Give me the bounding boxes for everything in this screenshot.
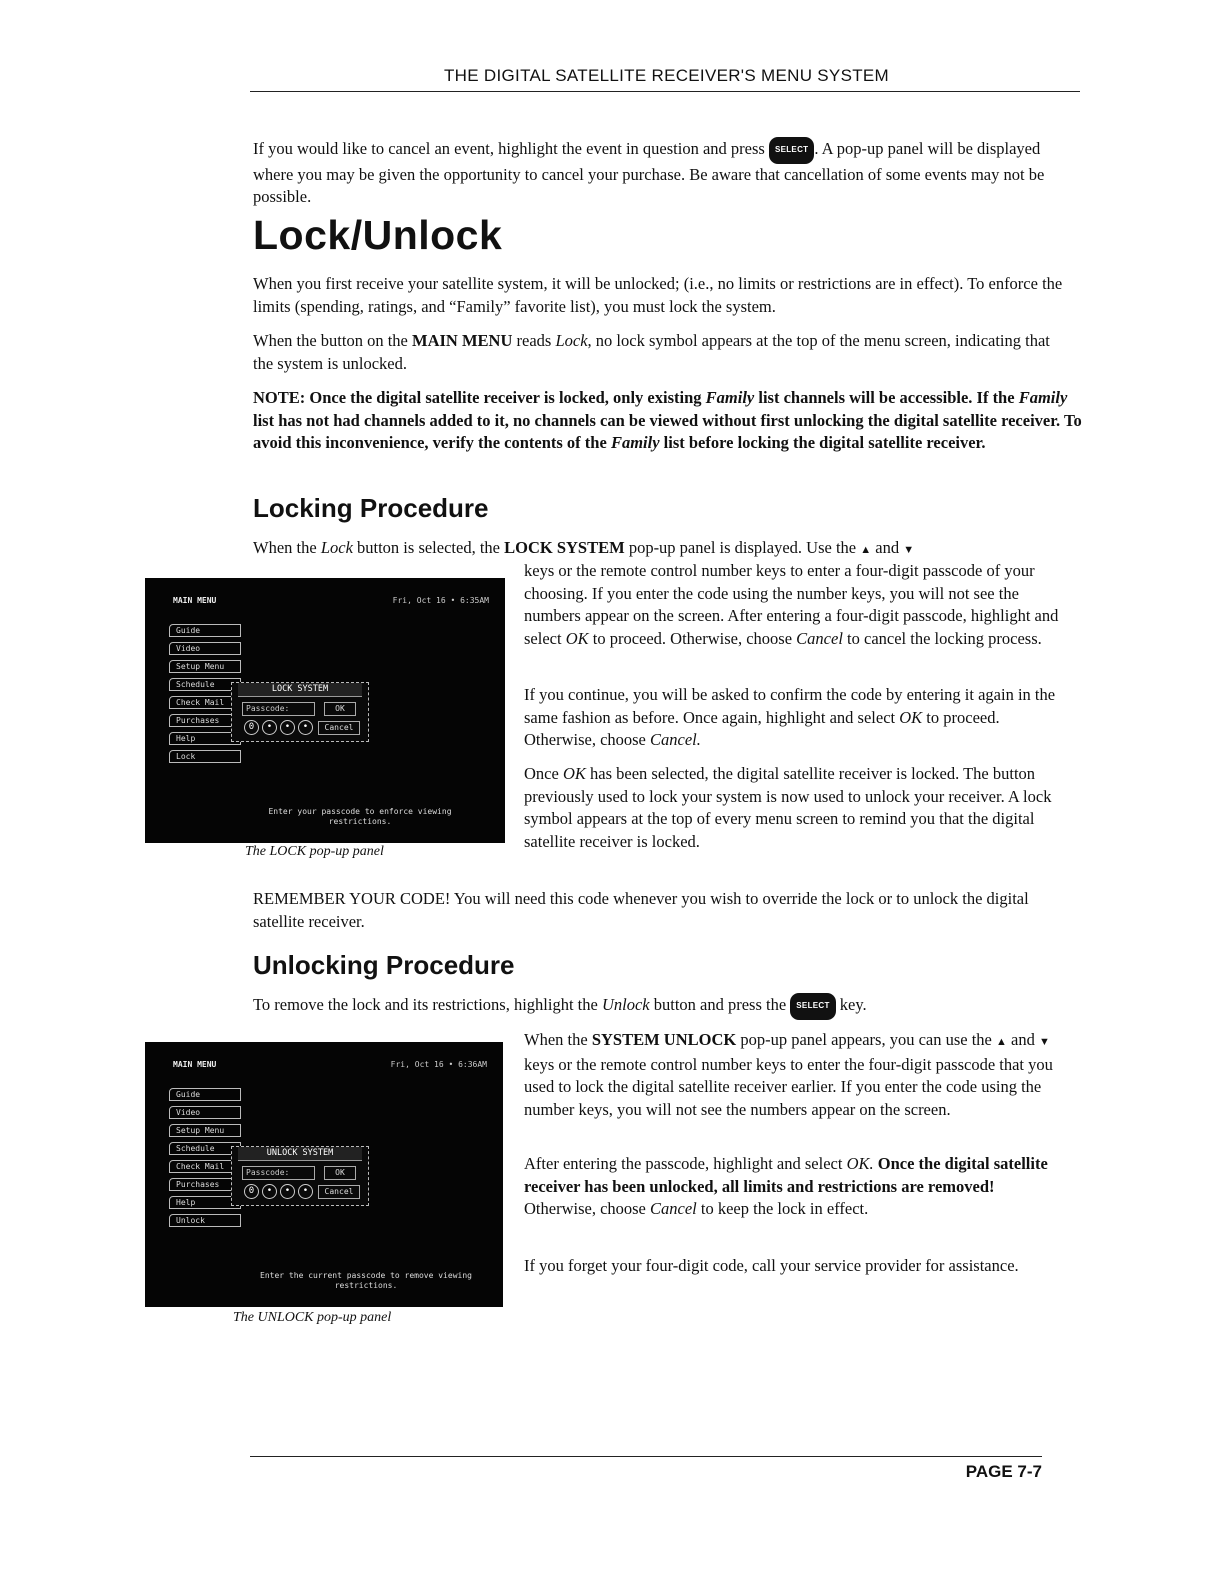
p2-text-a: When the button on the: [253, 331, 408, 350]
p2-text-b: reads: [516, 331, 552, 350]
up-arrow-icon: ▲: [996, 1036, 1007, 1048]
ok-term: OK: [899, 707, 923, 727]
passcode-digit: •: [280, 720, 295, 735]
page-header: THE DIGITAL SATELLITE RECEIVER'S MENU SYSTEM: [444, 66, 889, 85]
menu-button-check-mail: Check Mail: [169, 1160, 241, 1173]
menu-button-guide: Guide: [169, 624, 241, 637]
lock-unlock-paragraph-1: When you first receive your satellite system, it will be unlocked; (i.e., no limits or restrictions are in effect). To enforce the limits (spending, ratings, and “Family” favorite list), you must lock the system.: [253, 274, 1063, 316]
p2-text-c: , no lock symbol appears at the top of the menu screen, indicating that the system is unlocked.: [253, 331, 1050, 373]
menu-button-guide: Guide: [169, 1088, 241, 1101]
locking-lead: [253, 537, 1073, 562]
screen-date: Fri, Oct 16 • 6:35AM: [392, 596, 489, 605]
p1-text-a: When the: [524, 1030, 588, 1049]
screen-message: Enter your passcode to enforce viewing restrictions.: [268, 807, 452, 826]
menu-button-check-mail: Check Mail: [169, 696, 241, 709]
unlock-caption: The UNLOCK pop-up panel: [233, 1310, 392, 1325]
passcode-digit: 0: [244, 720, 259, 735]
menu-button-video: Video: [169, 642, 241, 655]
p1-text-b: to proceed. Otherwise, choose: [592, 628, 793, 648]
popup-title: UNLOCK SYSTEM: [238, 1147, 362, 1161]
locking-paragraph-2: [524, 684, 1069, 752]
select-key-icon: SELECT: [790, 993, 835, 1020]
unlock-term: Unlock: [601, 995, 650, 1014]
lock-system-popup: [231, 682, 369, 742]
main-menu-term: MAIN MENU: [412, 331, 513, 350]
lock-screen-image: [145, 578, 505, 843]
screen-message: Enter the current passcode to remove viewing restrictions.: [260, 1271, 472, 1290]
unlocking-paragraph-1: [524, 1029, 1074, 1121]
family-term: Family: [705, 388, 755, 407]
page-number: PAGE 7-7: [965, 1462, 1042, 1481]
lock-system-term: LOCK SYSTEM: [504, 538, 625, 557]
passcode-digit: 0: [244, 1184, 259, 1199]
p1-text-c: keys or the remote control number keys to enter the four-digit passcode that you used to lock the digital satellite receiver earlier. If you enter the code using the number keys, you will not see the numbers appear on the screen.: [524, 1054, 1053, 1119]
family-term: Family: [1018, 388, 1068, 407]
down-arrow-icon: ▼: [1038, 1036, 1050, 1048]
menu-button-setup: Setup Menu: [169, 1124, 241, 1137]
note-text-c: list has not had channels added to it, no channels can be viewed without first unlocking the digital satellite receiver. To avoid this inconvenience, verify the contents of the: [253, 410, 1082, 452]
passcode-digit: •: [280, 1184, 295, 1199]
menu-button-schedule: Schedule: [169, 1142, 241, 1155]
locking-paragraph-3: [524, 763, 1064, 853]
popup-ok-button: OK: [324, 1166, 356, 1180]
p1-text-c: to cancel the locking process.: [847, 628, 1042, 648]
p2-text-c: to keep the lock in effect.: [700, 1199, 869, 1218]
lead-text-and: and: [875, 538, 900, 557]
menu-button-help: Help: [169, 732, 241, 745]
p3-text-a: Once: [524, 764, 559, 783]
ok-term: OK: [562, 764, 586, 783]
p1-text-and: and: [1011, 1030, 1035, 1049]
unlock-screen-image: [145, 1042, 503, 1307]
select-key-icon: SELECT: [769, 137, 814, 164]
popup-title: LOCK SYSTEM: [238, 683, 362, 697]
menu-button-help: Help: [169, 1196, 241, 1209]
lock-term: Lock: [320, 538, 353, 557]
intro-paragraph: [253, 137, 1073, 209]
locking-paragraph-1: [524, 560, 1064, 650]
unlock-warning: Once the digital satellite receiver has been unlocked, all limits and restrictions are removed!: [524, 1154, 1048, 1196]
cancel-term: Cancel: [650, 1199, 697, 1218]
menu-button-video: Video: [169, 1106, 241, 1119]
cancel-term: Cancel: [796, 628, 843, 648]
intro-text-b: . A pop-up panel will be displayed where you may be given the opportunity to cancel your purchase. Be aware that cancellation of some events may not be possible.: [253, 139, 1045, 206]
up-arrow-icon: ▲: [860, 544, 872, 556]
screen-date: Fri, Oct 16 • 6:36AM: [390, 1060, 487, 1069]
passcode-digit: •: [262, 1184, 277, 1199]
passcode-digit: •: [262, 720, 277, 735]
menu-button-setup: Setup Menu: [169, 660, 241, 673]
family-term: Family: [610, 433, 660, 452]
screen-title: MAIN MENU: [173, 1060, 217, 1069]
p2-text-b: Otherwise, choose: [524, 1199, 646, 1218]
menu-button-purchases: Purchases: [169, 1178, 241, 1191]
unlocking-lead: [253, 993, 1073, 1020]
p2-text-a: After entering the passcode, highlight and select: [524, 1154, 843, 1173]
lead-text-a: When the: [253, 538, 317, 557]
header-rule: [250, 91, 1080, 92]
p1-text-b: pop-up panel appears, you can use the: [740, 1030, 992, 1049]
note-text-a: NOTE: Once the digital satellite receiver is locked, only existing: [253, 388, 702, 407]
menu-button-unlock: Unlock: [169, 1214, 241, 1227]
note-paragraph: [253, 387, 1083, 455]
lock-unlock-paragraph-2: [253, 330, 1053, 375]
system-unlock-term: SYSTEM UNLOCK: [591, 1030, 737, 1049]
p3-text-b: has been selected, the digital satellite receiver is locked. The button previously used to lock your system is now used to unlock your receiver. A lock symbol appears at the top of every menu screen to remind you that the digital satellite receiver is locked.: [524, 764, 1052, 851]
cancel-term: Cancel.: [650, 730, 701, 749]
passcode-label: Passcode:: [242, 1166, 315, 1180]
menu-button-purchases: Purchases: [169, 714, 241, 727]
screen-title: MAIN MENU: [173, 596, 217, 605]
lock-term: Lock: [555, 331, 588, 350]
unlocking-paragraph-3: If you forget your four-digit code, call your service provider for assistance.: [524, 1256, 1019, 1275]
popup-cancel-button: Cancel: [318, 721, 360, 735]
lead-text-a: To remove the lock and its restrictions, highlight the: [253, 995, 598, 1014]
lead-text-b: button is selected, the: [357, 538, 500, 557]
section-title-locking-procedure: Locking Procedure: [253, 493, 489, 523]
lock-caption: The LOCK pop-up panel: [245, 844, 384, 859]
note-text-b: list channels will be accessible. If the: [758, 388, 1015, 407]
unlock-system-popup: [231, 1146, 369, 1206]
p1-text-a: keys or the remote control number keys to enter a four-digit passcode of your choosing. If you enter the code using the number keys, you will not see the numbers appear on the screen. After entering a four-digit passcode, highlight and select: [524, 561, 1059, 648]
section-title-lock-unlock: Lock/Unlock: [253, 212, 503, 258]
lead-text-c: key.: [839, 995, 867, 1014]
ok-term: OK: [565, 628, 589, 648]
menu-button-lock: Lock: [169, 750, 241, 763]
unlocking-paragraph-2: [524, 1153, 1054, 1221]
menu-button-schedule: Schedule: [169, 678, 241, 691]
lead-text-b: button and press the: [653, 995, 787, 1014]
popup-cancel-button: Cancel: [318, 1185, 360, 1199]
lead-text-c: pop-up panel is displayed. Use the: [628, 538, 857, 557]
footer-rule: [250, 1456, 1042, 1457]
down-arrow-icon: ▼: [903, 544, 915, 556]
p2-text-b: to proceed. Otherwise, choose: [524, 707, 1000, 749]
p2-text-a: If you continue, you will be asked to confirm the code by entering it again in the same fashion as before. Once again, highlight and select: [524, 685, 1056, 727]
remember-paragraph: REMEMBER YOUR CODE! You will need this code whenever you wish to override the lock or to unlock the digital satellite receiver.: [253, 889, 1029, 931]
note-text-d: list before locking the digital satellite receiver.: [663, 433, 986, 452]
passcode-digit: •: [298, 720, 313, 735]
popup-ok-button: OK: [324, 702, 356, 716]
section-title-unlocking-procedure: Unlocking Procedure: [253, 950, 515, 980]
passcode-digit: •: [298, 1184, 313, 1199]
ok-term: OK.: [846, 1154, 874, 1173]
passcode-label: Passcode:: [242, 702, 315, 716]
intro-text-a: If you would like to cancel an event, highlight the event in question and press: [253, 139, 765, 158]
